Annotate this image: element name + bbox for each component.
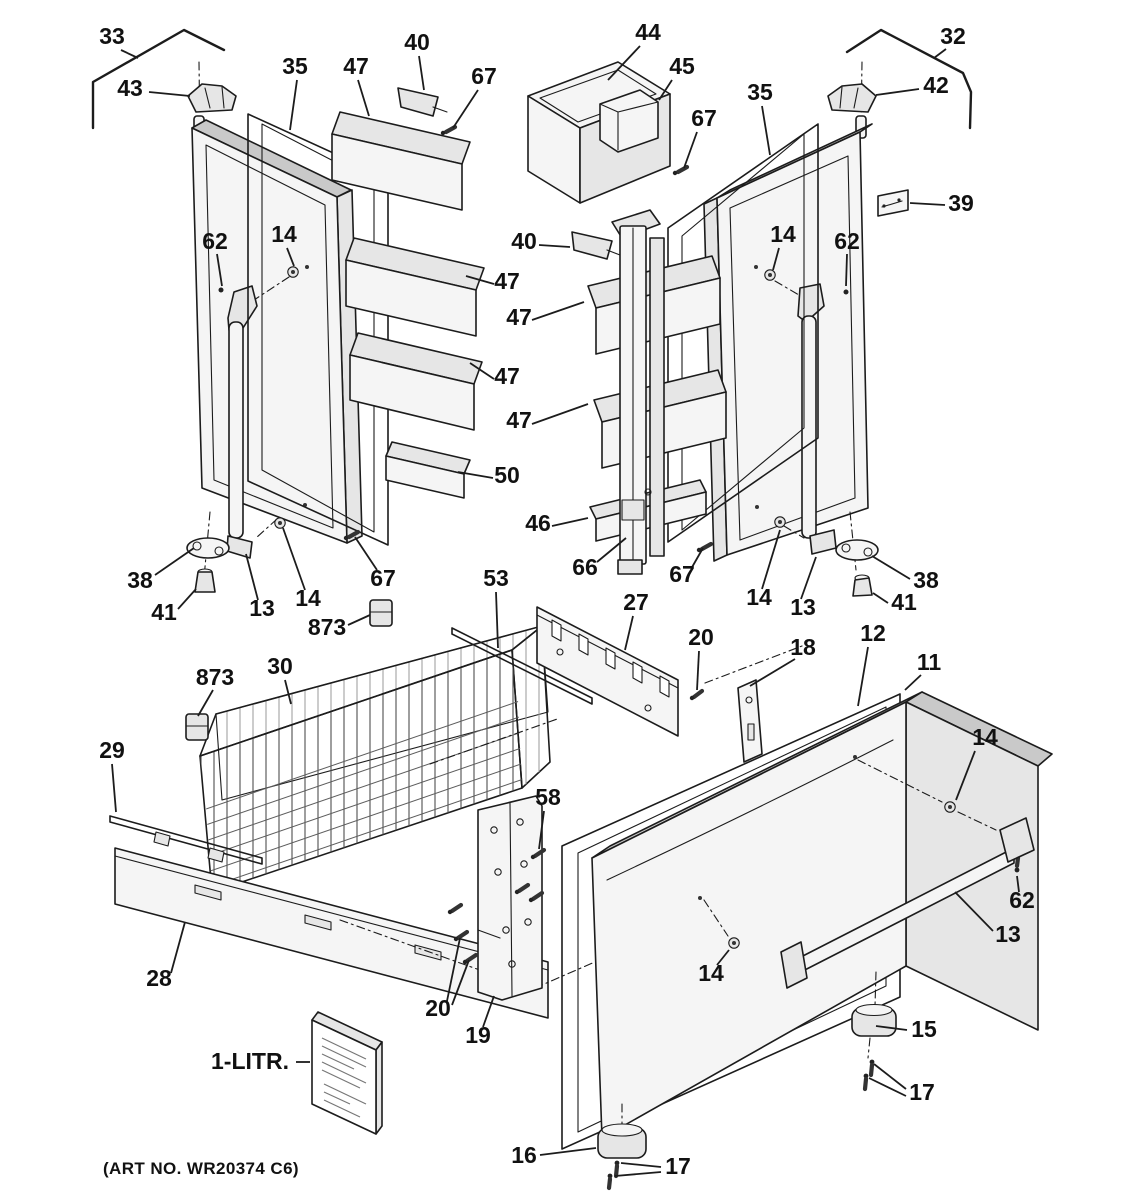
part-label-35: 35	[282, 53, 308, 79]
part-label-53: 53	[483, 565, 509, 591]
center-mullion-66	[612, 210, 664, 574]
screw-62-right	[844, 290, 849, 295]
part-label-44: 44	[635, 19, 661, 45]
part-label-14: 14	[271, 221, 297, 247]
bottom-hinge-left-38-41	[187, 512, 229, 592]
part-label-29: 29	[99, 737, 125, 763]
part-label-47: 47	[494, 363, 520, 389]
part-label-32: 32	[940, 23, 966, 49]
part-label-27: 27	[623, 589, 649, 615]
part-label-17: 17	[665, 1153, 691, 1179]
freezer-door-11	[592, 692, 1052, 1138]
leader-line	[540, 1148, 596, 1155]
part-label-13: 13	[995, 921, 1021, 947]
leader-line	[615, 1172, 661, 1176]
trim-wedge-40-center	[572, 232, 620, 259]
part-label-35: 35	[747, 79, 773, 105]
part-label-41: 41	[151, 599, 177, 625]
part-label-15: 15	[911, 1016, 937, 1042]
leader-line	[178, 589, 196, 609]
leader-line	[358, 80, 369, 116]
leader-line	[121, 50, 138, 58]
leader-line	[539, 245, 570, 247]
trim-wedge-40-left	[398, 88, 447, 116]
screw-67-a	[441, 127, 455, 135]
part-label-38: 38	[127, 567, 153, 593]
part-label-62: 62	[1009, 887, 1035, 913]
basket-clip-873-left	[186, 714, 208, 740]
part-label-38: 38	[913, 567, 939, 593]
part-label-39: 39	[948, 190, 974, 216]
part-label-14: 14	[972, 724, 998, 750]
part-label-873: 873	[195, 664, 235, 690]
leader-line	[621, 1163, 661, 1167]
part-label-14: 14	[295, 585, 321, 611]
instruction-booklet-1litr	[312, 1012, 382, 1134]
leader-line	[453, 90, 478, 128]
part-label-58: 58	[535, 784, 561, 810]
part-label-41: 41	[891, 589, 917, 615]
part-label-28: 28	[146, 965, 172, 991]
leader-line	[762, 106, 770, 155]
part-label-43: 43	[117, 75, 143, 101]
part-label-13: 13	[790, 594, 816, 620]
leader-line	[348, 615, 370, 625]
leader-line	[910, 203, 945, 205]
leader-line	[532, 302, 584, 320]
part-label-67: 67	[691, 105, 717, 131]
part-label-11: 11	[916, 649, 942, 675]
part-label-1-LITR.: 1-LITR.	[211, 1048, 289, 1074]
leader-line	[684, 132, 697, 168]
leader-line	[625, 616, 633, 650]
leader-line	[290, 80, 297, 130]
part-label-47: 47	[343, 53, 369, 79]
part-label-47: 47	[494, 268, 520, 294]
screw-20-bracket18	[690, 691, 702, 700]
part-label-12: 12	[860, 620, 886, 646]
part-label-20: 20	[425, 995, 451, 1021]
leader-line	[155, 548, 194, 575]
part-label-16: 16	[511, 1142, 537, 1168]
leader-line	[246, 554, 258, 600]
leader-line	[872, 556, 910, 579]
leader-line	[934, 49, 946, 58]
leader-line	[419, 56, 424, 90]
part-label-62: 62	[202, 228, 228, 254]
part-label-14: 14	[770, 221, 796, 247]
screw-62-left	[219, 288, 224, 293]
left-door-tray-50	[386, 442, 470, 498]
part-label-20: 20	[688, 624, 714, 650]
part-label-40: 40	[511, 228, 537, 254]
leader-line	[171, 922, 185, 973]
part-label-17: 17	[909, 1079, 935, 1105]
bottom-hinge-right-38-41	[836, 512, 878, 596]
left-door-bins-47	[332, 112, 484, 430]
part-label-40: 40	[404, 29, 430, 55]
leader-line	[552, 518, 588, 526]
part-label-19: 19	[465, 1022, 491, 1048]
leader-line	[801, 557, 816, 599]
leader-line	[846, 254, 847, 286]
leader-line	[905, 675, 921, 690]
leader-line	[532, 404, 588, 424]
part-label-873: 873	[307, 614, 347, 640]
bracket-plate-27	[537, 607, 678, 736]
part-label-14: 14	[746, 584, 772, 610]
part-label-46: 46	[525, 510, 551, 536]
part-label-13: 13	[249, 595, 275, 621]
part-label-66: 66	[572, 554, 598, 580]
part-label-18: 18	[790, 634, 816, 660]
part-label-67: 67	[669, 561, 695, 587]
part-label-45: 45	[669, 53, 695, 79]
screw-67-c	[697, 544, 711, 552]
part-label-42: 42	[923, 72, 949, 98]
leader-line	[874, 1064, 906, 1089]
part-label-47: 47	[506, 407, 532, 433]
basket-clip-873-right	[370, 600, 392, 626]
part-label-33: 33	[99, 23, 125, 49]
part-label-62: 62	[834, 228, 860, 254]
part-label-30: 30	[267, 653, 293, 679]
art-number: (ART NO. WR20374 C6)	[103, 1159, 299, 1178]
part-label-67: 67	[370, 565, 396, 591]
right-refrigerator-door	[704, 124, 872, 561]
leader-line	[876, 89, 919, 95]
leader-line	[149, 92, 190, 96]
part-label-14: 14	[698, 960, 724, 986]
part-label-47: 47	[506, 304, 532, 330]
part-label-67: 67	[471, 63, 497, 89]
part-label-50: 50	[494, 462, 520, 488]
leader-line	[112, 764, 116, 812]
left-refrigerator-door	[192, 120, 362, 543]
leader-line	[283, 528, 305, 590]
nameplate-39	[878, 190, 908, 216]
leader-line	[697, 651, 699, 690]
leader-line	[198, 690, 213, 716]
leader-line	[873, 593, 888, 603]
support-bracket-18	[738, 680, 762, 762]
leader-line	[858, 647, 868, 706]
leader-line	[869, 1078, 906, 1096]
